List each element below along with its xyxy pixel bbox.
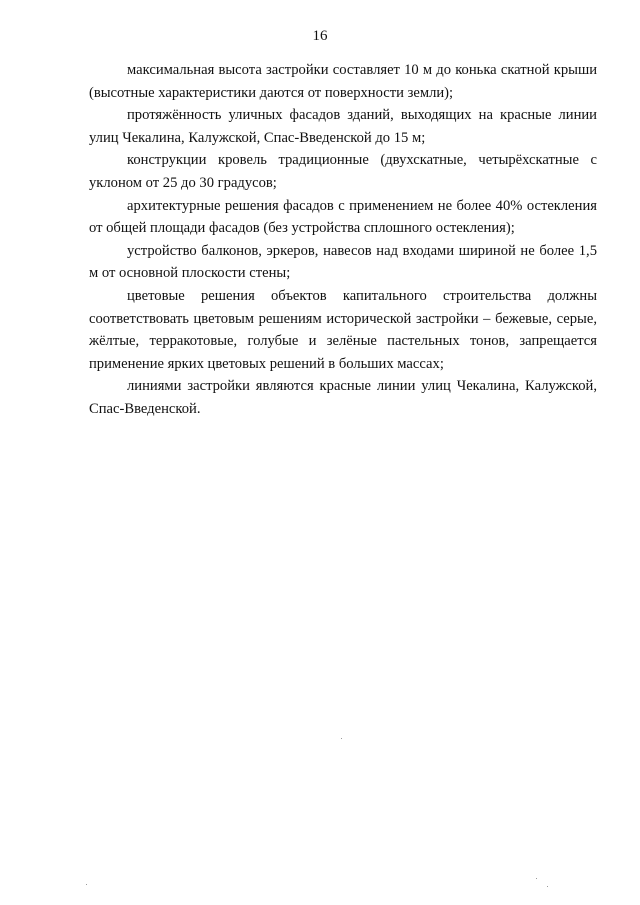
paragraph-facade-glazing: архитектурные решения фасадов с применением не более 40% остекления от общей площади фасадов (без устройства сплошного остекления); [89,197,597,237]
paragraph-color-solutions: цветовые решения объектов капитального строительства должны соответствовать цветовым решениям исторической застройки – бежевые, серые, жёлтые, терракотовые, голубые и зелёные пастельных тонов, запрещается применение ярких цветовых решений в больших массах; [89,287,597,372]
paragraph-building-lines: линиями застройки являются красные линии улиц Чекалина, Калужской, Спас-Введенской. [89,378,597,417]
scan-speck [86,884,87,885]
scan-speck [341,738,342,739]
paragraph-roof-construction: конструкции кровель традиционные (двухскатные, четырёхскатные с уклоном от 25 до 30 градусов; [89,152,597,191]
page-number: 16 [312,28,328,44]
paragraph-balconies: устройство балконов, эркеров, навесов над входами шириной не более 1,5 м от основной плоскости стены; [89,242,597,282]
document-body [89,59,597,421]
scan-speck [547,886,548,887]
scan-speck [536,878,537,879]
paragraph-facade-length: протяжённость уличных фасадов зданий, выходящих на красные линии улиц Чекалина, Калужской, Спас-Введенской до 15 м; [89,107,597,146]
paragraph-max-height: максимальная высота застройки составляет 10 м до конька скатной крыши (высотные характеристики даются от поверхности земли); [89,62,597,101]
